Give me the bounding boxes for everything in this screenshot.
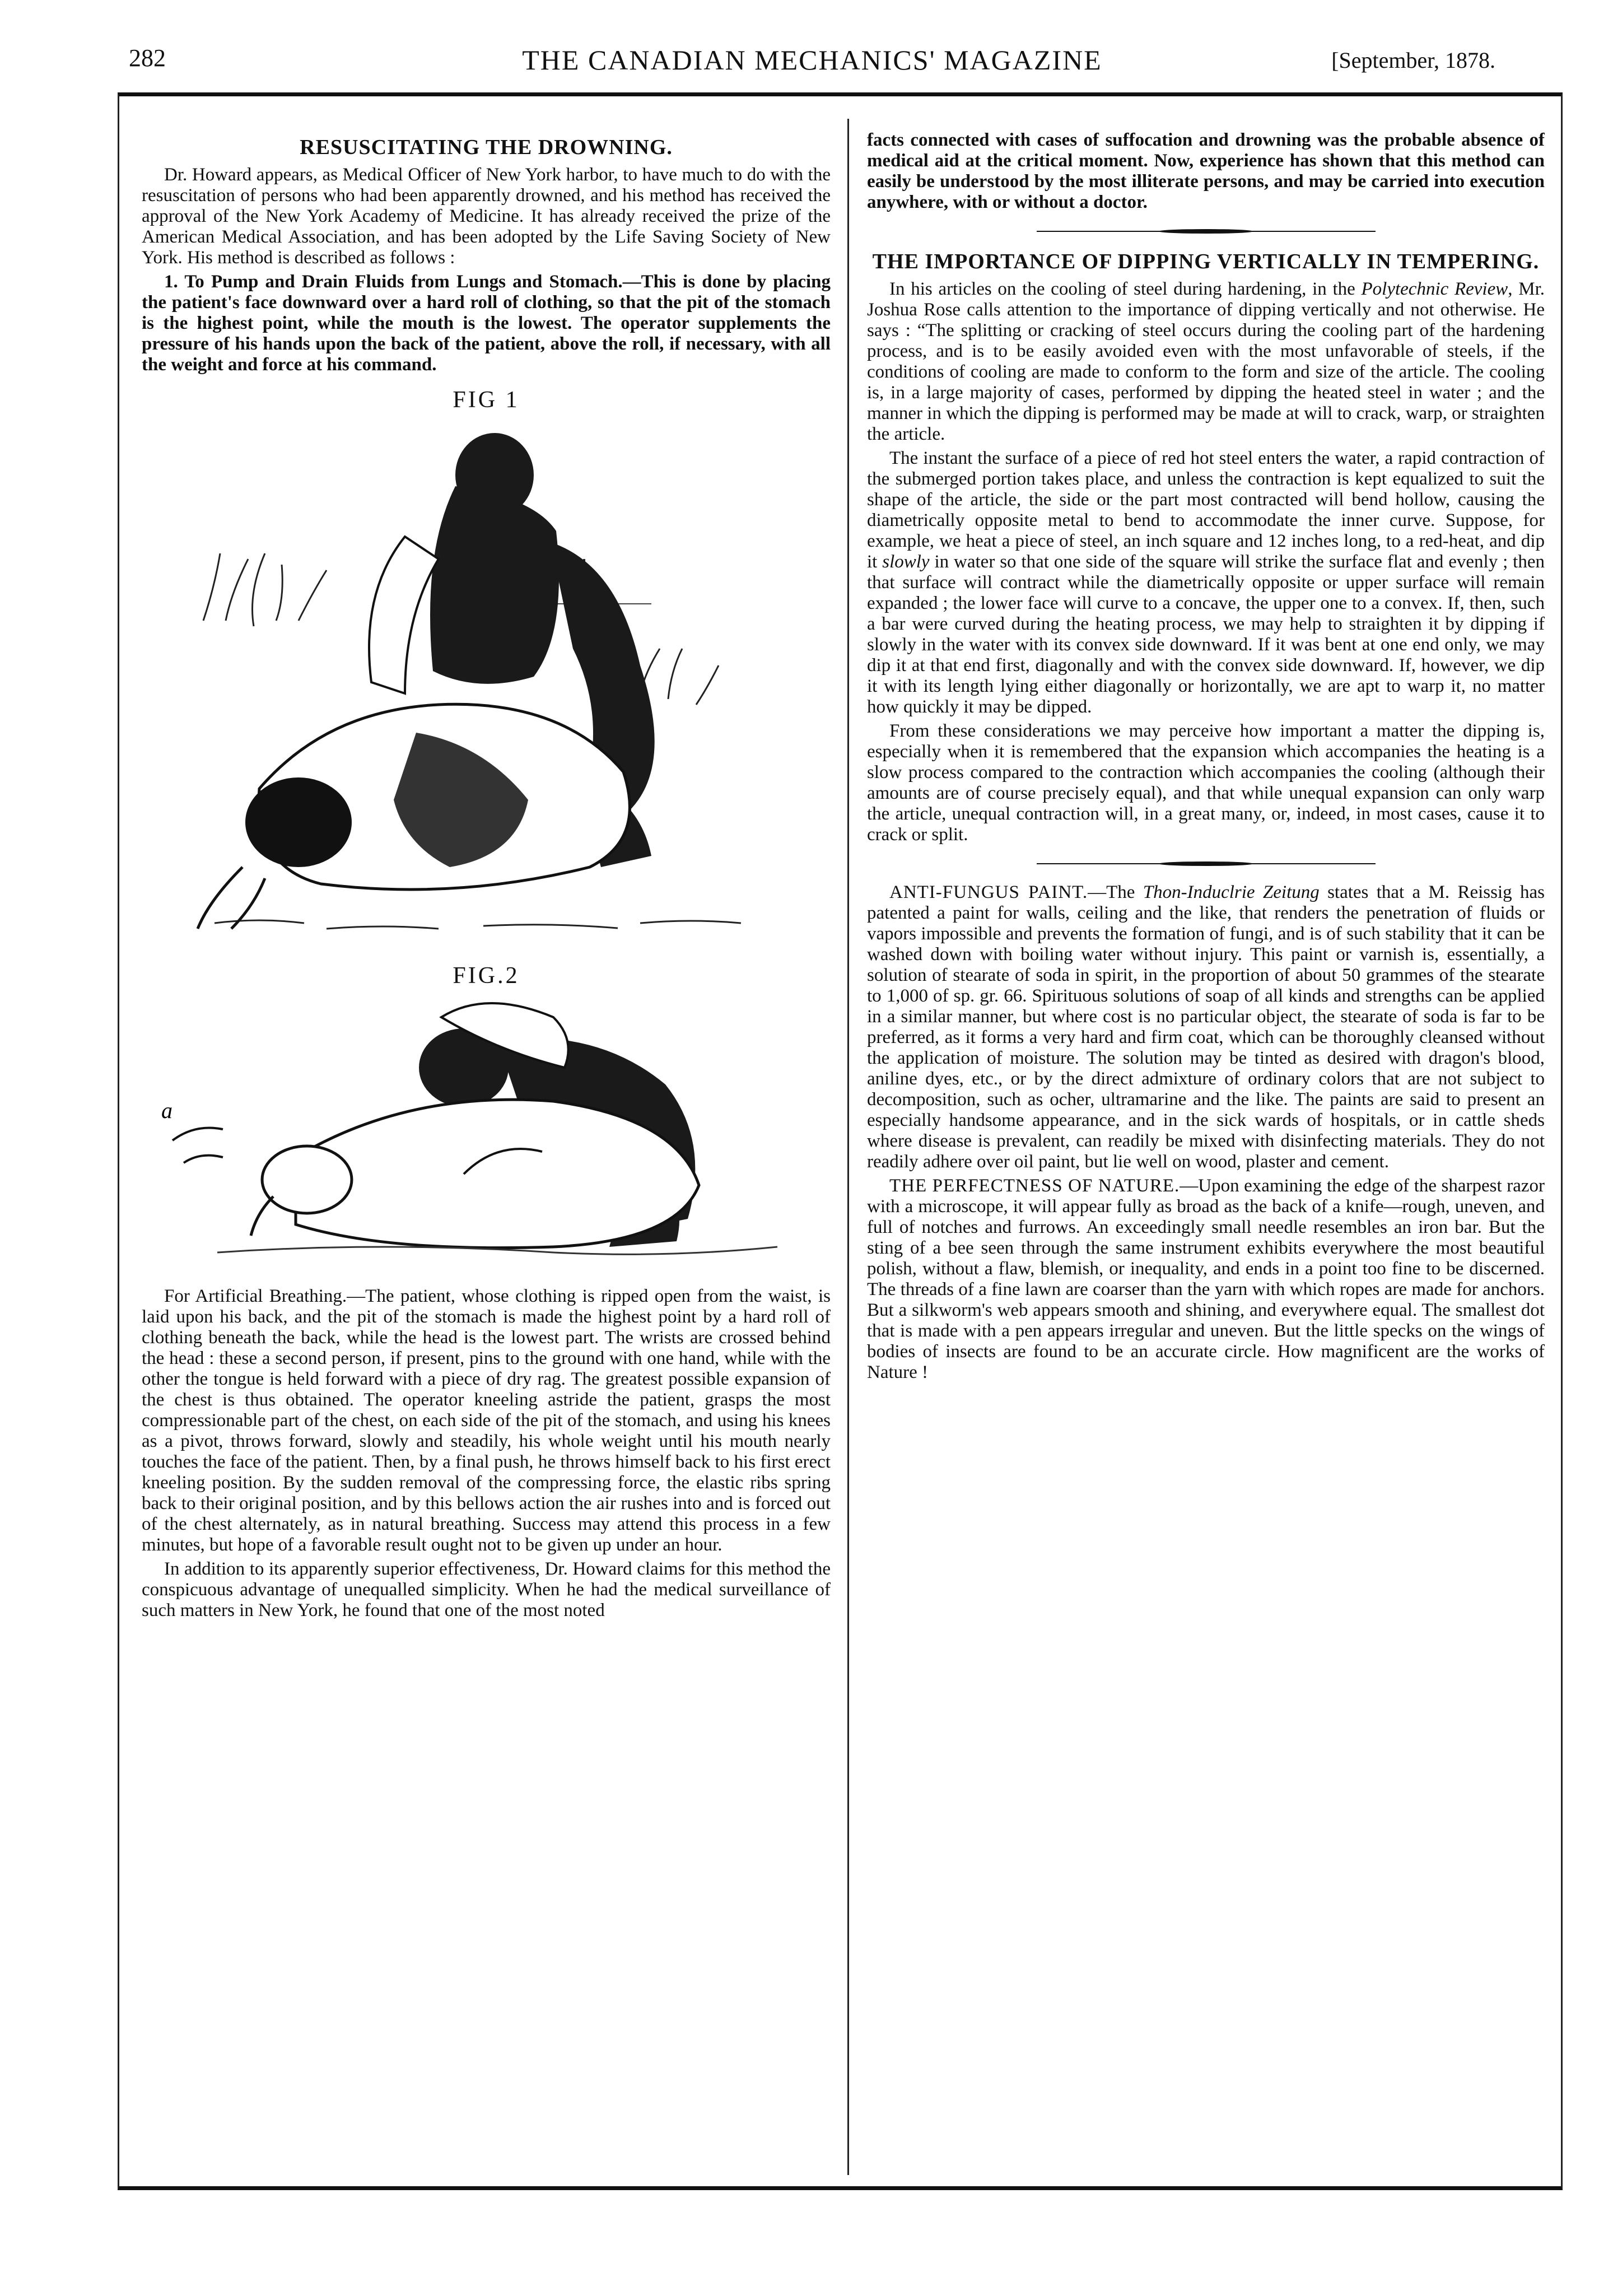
perfectness-of-nature: THE PERFECTNESS OF NATURE.—Upon examining the edge of the sharpest razor with a microscope, it will appear fully as broad as the back of a knife—rough, uneven, and full of notches and furrows. An exceedingly small needle resembles an iron bar. But the sting of a bee seen through the same instrument exhibits everywhere the most beautiful polish, without a flaw, blemish, or inequality, and ends in a point too fine to be discerned. The threads of a fine lawn are coarser than the yarn with which ropes are made for anchors. But a silkworm's web appears smooth and shining, and everywhere equal. The smallest dot that is made with a pen appears irregular and uneven. But the little specks on the wings of bodies of insects are found to be an accurate circle. How magnificent are the works of Nature !: [867, 1176, 1545, 1382]
figure-1-engraving: [192, 419, 780, 951]
journal-name-polytechnic: Polytechnic Review: [1361, 279, 1508, 299]
article-title-drowning: RESUSCITATING THE DROWNING.: [300, 136, 673, 159]
page-frame: [118, 92, 1563, 2190]
figure-1: [142, 386, 831, 951]
artificial-breathing: For Artificial Breathing.—The patient, whose clothing is ripped open from the waist, is laid upon his back, and the pit of the stomach is made the highest point by a hard roll of clothing beneath the back, while the head is the lowest part. The wrists are crossed behind the head : these a second person, if present, pins to the ground with one hand, while with the other the tongue is held forward with a piece of dry rag. The greatest possible expansion of the chest is thus obtained. The operator kneeling astride the patient, grasps the most compressionable part of the chest, on each side of the pit of the stomach, and using his knees as a pivot, throws forward, slowly and steadily, his whole weight until his mouth nearly touches the face of the patient. Then, by a final push, he throws himself back to his first erect kneeling position. By the sudden removal of the compressing force, the elastic ribs spring back to their original position, and by this bellows action the air rushes into and is forced out of the chest alternately, as in natural breathing. Success may attend this process in a few minutes, but hope of a favorable result ought not to be given up under an hour.: [142, 1286, 831, 1555]
nature-heading: THE PERFECTNESS OF NATURE.: [889, 1176, 1180, 1196]
left-column: [142, 130, 831, 2164]
drowning-intro: Dr. Howard appears, as Medical Officer of New York harbor, to have much to do with the resuscitation of persons who had been apparently drowned, and his method has received the approval of the New York Academy of Medicine. It has already received the prize of the American Medical Association, and has been adopted by the Life Saving Society of New York. His method is described as follows :: [142, 165, 831, 268]
section-ornament-1: [867, 223, 1545, 240]
column-divider: [847, 119, 849, 2175]
drowning-addition: In addition to its apparently superior effectiveness, Dr. Howard claims for this method the conspicuous advantage of unequalled simplicity. When he had the medical surveillance of such matters in New York, he found that one of the most noted: [142, 1559, 831, 1620]
dipping-para-3: From these considerations we may perceive how important a matter the dipping is, especially when it is remembered that the expansion which accompanies the heating is a slow process compared to the contraction which accompanies the cooling (although their amounts are of course precisely equal), and that while unequal expansion can only warp the article, unequal contraction will, in a great many, or, indeed, in most cases, cause it to crack or split.: [867, 721, 1545, 845]
issue-date: [September, 1878.: [1331, 48, 1495, 73]
figure-2-engraving: [150, 995, 822, 1264]
journal-name-zeitung: Thon-Induclrie Zeitung: [1143, 882, 1320, 902]
drowning-continuation: facts connected with cases of suffocation and drowning was the probable absence of medical aid at the critical moment. Now, experience has shown that this method can easily be understood by the most illiterate persons, and may be carried into execution anywhere, with or without a doctor.: [867, 130, 1545, 212]
dipping-para-2: The instant the surface of a piece of red hot steel enters the water, a rapid contraction of the submerged portion takes place, and unless the contraction is kept equalized to suit the shape of the article, the side or the part most contracted will bend hollow, causing the diametrically opposite metal to bend to accommodate the inner curve. Suppose, for example, we heat a piece of steel, an inch square and 12 inches long, to a red-heat, and dip it slowly in water so that one side of the square will strike the surface flat and evenly ; then that surface will contract while the diametrically opposite or upper surface will remain expanded ; the lower face will curve to a concave, the upper one to a convex. If, then, such a bar were curved during the heating process, we may help to straighten it by dipping if slowly in the water with its convex side downward. If it was bent at one end only, we may dip it at that end first, diagonally and with the convex side downward. If, however, we dip it with its length lying either diagonally or horizontally, we are apt to warp it, no matter how quickly it may be dipped.: [867, 448, 1545, 717]
figure-2-label: FIG.2: [453, 963, 520, 989]
drowning-step-1: 1. To Pump and Drain Fluids from Lungs and Stomach.—This is done by placing the patient's face downward over a hard roll of clothing, so that the pit of the stomach is the highest point, while the mouth is the lowest. The operator supplements the pressure of his hands upon the back of the patient, above the roll, if necessary, with all the weight and force at his command.: [142, 272, 831, 375]
right-column: [867, 130, 1545, 2164]
section-ornament-2: [867, 855, 1545, 872]
page-number: 282: [129, 44, 166, 72]
page-header: [129, 44, 1495, 83]
emphasis-slowly: slowly: [882, 552, 930, 572]
running-title: THE CANADIAN MECHANICS' MAGAZINE: [522, 44, 1102, 76]
figure-2-letter: a: [161, 1098, 173, 1123]
article-title-dipping: THE IMPORTANCE OF DIPPING VERTICALLY IN TEMPERING.: [872, 250, 1540, 273]
anti-fungus-heading: ANTI-FUNGUS PAINT.: [889, 882, 1088, 902]
anti-fungus-paint: ANTI-FUNGUS PAINT.—The Thon-Induclrie Zeitung states that a M. Reissig has patented a paint for walls, ceiling and the like, that renders the penetration of fluids or vapors impossible and prevents the formation of fungi, and is of such stability that it can be washed down with boiling water without injury. This paint or varnish is, essentially, a solution of stearate of soda in spirit, in the proportion of about 50 grammes of the stearate to 1,000 of sp. gr. 66. Spirituous solutions of soap of all kinds and strengths can be applied in a similar manner, but where cost is no particular object, the stearate of soda is far to be preferred, as it forms a very hard and firm coat, which can be thoroughly cleansed without the application of moisture. The solution may be tinted as desired with dragon's blood, aniline dyes, etc., or by the direct admixture of ordinary colors that are not subject to decomposition, such as ocher, ultramarine and the like. The paints are said to present an especially handsome appearance, and in the sick wards of hospitals, or in cattle sheds where disease is prevalent, can readily be mixed with disinfecting materials. They do not readily adhere over oil paint, but lie well on wood, plaster and cement.: [867, 882, 1545, 1172]
figure-1-label: FIG 1: [453, 387, 520, 413]
figure-2: [142, 962, 831, 1264]
dipping-para-1: In his articles on the cooling of steel during hardening, in the Polytechnic Review, Mr. Joshua Rose calls attention to the importance of dipping vertically and not otherwise. He says : “The splitting or cracking of steel occurs during the cooling part of the hardening process, and is to be easily avoided even with the most unfavorable of steels, if the conditions of cooling are made to conform to the form and size of the article. The cooling is, in a large majority of cases, performed by dipping the heated steel in water ; and the manner in which the dipping is performed may be made at will to crack, warp, or straighten the article.: [867, 279, 1545, 444]
